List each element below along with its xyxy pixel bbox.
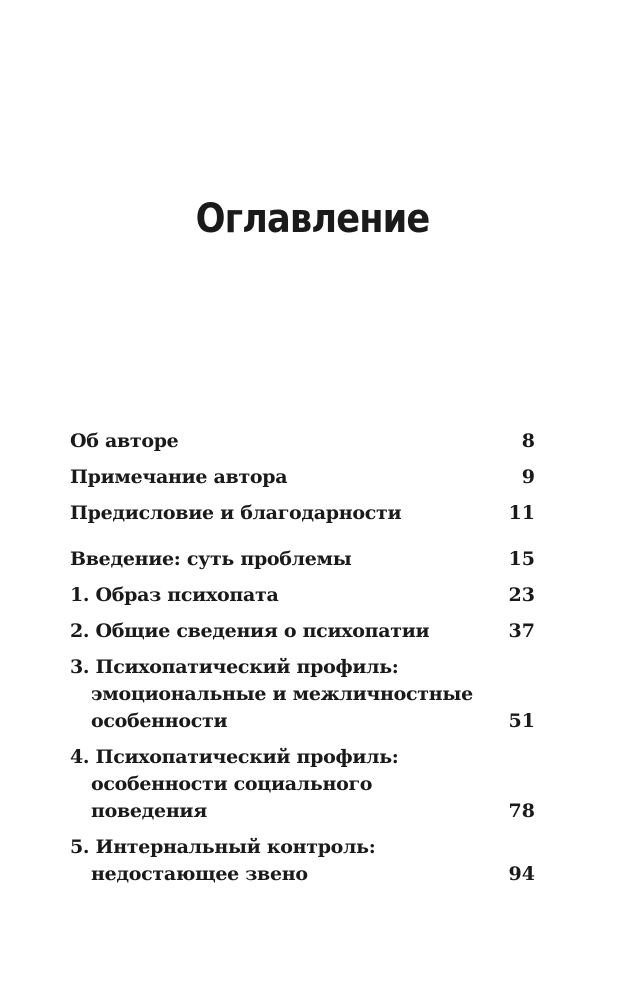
toc-entry xyxy=(70,582,535,609)
toc-entry-line: Примечание автора xyxy=(70,466,288,488)
toc-entry-title xyxy=(70,834,375,888)
toc-entry-page: 37 xyxy=(508,620,535,642)
toc-entry xyxy=(70,744,535,825)
toc-entry-title xyxy=(70,428,178,455)
toc-entry-title xyxy=(70,744,399,825)
toc-entry-page: 11 xyxy=(508,502,535,524)
table-of-contents xyxy=(70,428,535,897)
toc-entry-line: 4. Психопатический профиль: xyxy=(70,746,399,768)
toc-entry-line: поведения xyxy=(91,800,207,822)
toc-entry xyxy=(70,428,535,455)
toc-entry-line: эмоциональные и межличностные xyxy=(91,683,473,705)
toc-entry xyxy=(70,654,535,735)
toc-entry-page: 8 xyxy=(521,430,535,452)
toc-entry-page: 78 xyxy=(508,800,535,822)
toc-entry-line: особенности социального xyxy=(91,773,373,795)
toc-entry xyxy=(70,464,535,491)
toc-entry-page: 15 xyxy=(508,548,535,570)
toc-entry-title xyxy=(70,546,352,573)
toc-entry xyxy=(70,834,535,888)
toc-entry-page: 94 xyxy=(508,863,535,885)
toc-entry-line: особенности xyxy=(91,710,228,732)
toc-entry xyxy=(70,546,535,573)
toc-entry-line: 2. Общие сведения о психопатии xyxy=(70,620,430,642)
toc-entry-title xyxy=(70,654,473,735)
toc-entry-line: Об авторе xyxy=(70,430,179,452)
toc-entry-title xyxy=(70,500,401,527)
toc-entry-line: 1. Образ психопата xyxy=(70,584,279,606)
toc-entry-line: недостающее звено xyxy=(91,863,308,885)
toc-entry-line: Введение: суть проблемы xyxy=(70,548,352,570)
toc-entry-title xyxy=(70,618,429,645)
toc-entry-page: 23 xyxy=(508,584,535,606)
toc-entry-title xyxy=(70,464,287,491)
toc-entry xyxy=(70,500,535,527)
toc-entry-line: 5. Интернальный контроль: xyxy=(70,836,376,858)
toc-entry-page: 51 xyxy=(508,710,535,732)
toc-entry-page: 9 xyxy=(521,466,535,488)
toc-entry-line: Предисловие и благодарности xyxy=(70,502,402,524)
toc-entry-title xyxy=(70,582,278,609)
toc-entry-line: 3. Психопатический профиль: xyxy=(70,656,399,678)
page-title: Оглавление xyxy=(195,196,430,242)
toc-entry xyxy=(70,618,535,645)
